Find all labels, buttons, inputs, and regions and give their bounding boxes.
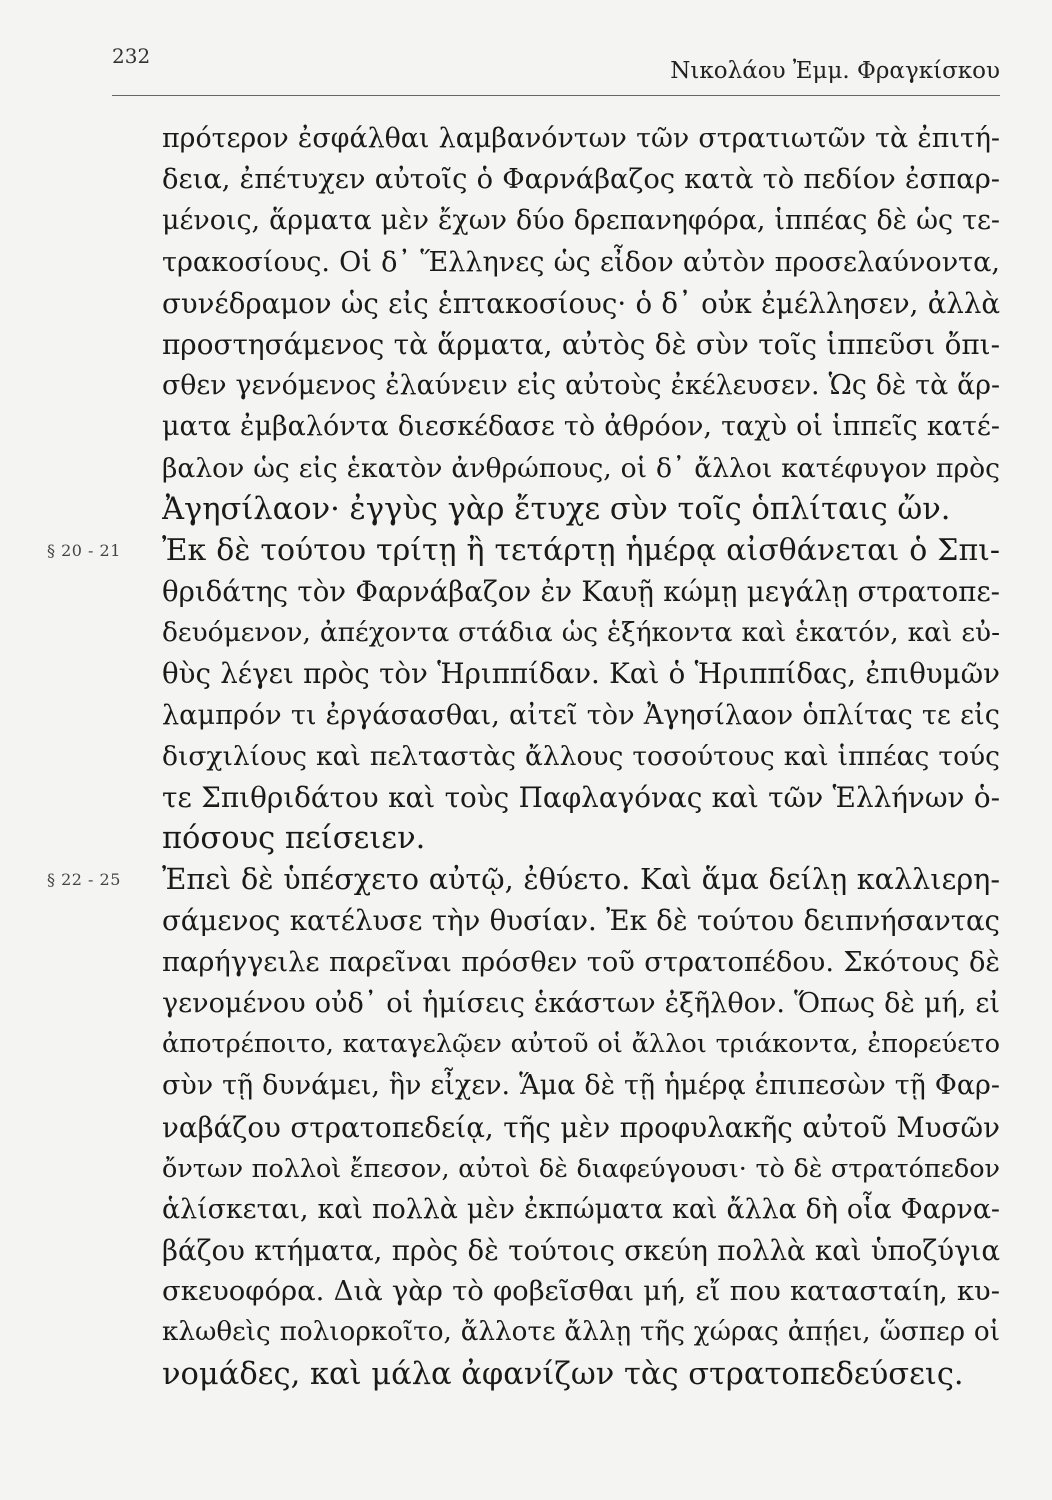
line-text: θριδάτης τὸν Φαρνάβαζον ἐν Καυῇ κώμῃ μεγάλῃ στρατοπε- — [162, 575, 1000, 609]
text-line — [47, 530, 1000, 571]
text-line — [162, 736, 1000, 777]
line-text: ναβάζου στρατοπεδείᾳ, τῆς μὲν προφυλακῆς αὐτοῦ Μυσῶν — [162, 1110, 1000, 1144]
line-text: σὺν τῇ δυνάμει, ἣν εἶχεν. Ἅμα δὲ τῇ ἡμέρᾳ ἐπιπεσὼν τῇ Φαρ- — [162, 1070, 1000, 1102]
text-line — [162, 901, 1000, 942]
text-line — [162, 200, 1000, 241]
line-text: σθεν γενόμενος ἐλαύνειν εἰς αὐτοὺς ἐκέλευσεν. Ὡς δὲ τὰ ἅρ- — [162, 370, 1000, 402]
line-text: κλωθεὶς πολιορκοῖτο, ἄλλοτε ἄλλῃ τῆς χώρας ἀπῄει, ὥσπερ οἱ — [162, 1317, 1000, 1348]
line-text: βαλον ὡς εἰς ἑκατὸν ἀνθρώπους, οἱ δ᾽ ἄλλοι κατέφυγον πρὸς — [162, 452, 1000, 484]
text-line — [162, 571, 1000, 612]
line-text: τε Σπιθριδάτου καὶ τοὺς Παφλαγόνας καὶ τῶν Ἑλλήνων ὁ- — [162, 781, 1000, 814]
text-line — [162, 448, 1000, 489]
line-text: πρότερον ἐσφάλθαι λαμβανόντων τῶν στρατιωτῶν τὰ ἐπιτή- — [162, 123, 1000, 154]
line-text: μένοις, ἅρματα μὲν ἔχων δύο δρεπανηφόρα, ἱππέας δὲ ὡς τε- — [162, 205, 1000, 237]
text-line — [162, 818, 1000, 859]
text-line — [162, 1065, 1000, 1106]
text-line — [162, 324, 1000, 365]
line-text: Ἀγησίλαον· ἐγγὺς γὰρ ἔτυχε σὺν τοῖς ὁπλίταις ὤν. — [162, 491, 951, 527]
text-line — [162, 118, 1000, 159]
line-text: λαμπρόν τι ἐργάσασθαι, αἰτεῖ τὸν Ἀγησίλαον ὁπλίτας τε εἰς — [162, 699, 1000, 731]
line-text: νομάδες, καὶ μάλα ἀφανίζων τὰς στρατοπεδεύσεις. — [162, 1356, 964, 1392]
line-text: δευόμενον, ἀπέχοντα στάδια ὡς ἑξήκοντα καὶ ἑκατόν, καὶ εὐ- — [162, 617, 1000, 649]
line-text: ἀποτρέποιτο, καταγελῷεν αὐτοῦ οἱ ἄλλοι τριάκοντα, ἐπορεύετο — [162, 1029, 1000, 1060]
text-line — [162, 1189, 1000, 1230]
line-text: ἁλίσκεται, καὶ πολλὰ μὲν ἐκπώματα καὶ ἄλλα δὴ οἷα Φαρνα- — [162, 1193, 1000, 1225]
section-marginal-note: § 20 - 21 — [47, 540, 121, 560]
text-line — [162, 365, 1000, 406]
running-head: Νικολάου Ἐμμ. Φραγκίσκου — [670, 58, 1000, 84]
text-line — [162, 1354, 1000, 1395]
line-text: προστησάμενος τὰ ἅρματα, αὐτὸς δὲ σὺν τοῖς ἱππεῦσι ὄπι- — [162, 327, 1000, 361]
line-text: δισχιλίους καὶ πελταστὰς ἄλλους τοσούτους καὶ ἱππέας τούς — [162, 740, 1000, 772]
text-line — [162, 242, 1000, 283]
text-line — [162, 612, 1000, 653]
line-text: τρακοσίους. Οἱ δ᾽ Ἕλληνες ὡς εἶδον αὐτὸν προσελαύνοντα, — [162, 246, 1000, 278]
line-text: θὺς λέγει πρὸς τὸν Ἡριππίδαν. Καὶ ὁ Ἡριππίδας, ἐπιθυμῶν — [162, 657, 1000, 691]
section-marginal-note: § 22 - 25 — [47, 870, 121, 890]
text-line — [162, 777, 1000, 818]
line-text: γενομένου οὐδ᾽ οἱ ἡμίσεις ἑκάστων ἐξῆλθον. Ὅπως δὲ μή, εἰ — [162, 987, 1000, 1019]
text-line — [162, 159, 1000, 200]
line-text: δεια, ἐπέτυχεν αὐτοῖς ὁ Φαρνάβαζος κατὰ τὸ πεδίον ἐσπαρ- — [162, 164, 1000, 196]
text-line — [162, 1148, 1000, 1189]
body-text — [47, 118, 1000, 1395]
text-line — [162, 1024, 1000, 1065]
line-text: Ἐπεὶ δὲ ὑπέσχετο αὐτῷ, ἐθύετο. Καὶ ἅμα δείλῃ καλλιερη- — [162, 862, 1000, 897]
line-text: συνέδραμον ὡς εἰς ἑπτακοσίους· ὁ δ᾽ οὐκ ἐμέλλησεν, ἀλλὰ — [162, 286, 1000, 320]
line-text: σάμενος κατέλυσε τὴν θυσίαν. Ἐκ δὲ τούτου δειπνήσαντας — [162, 904, 1000, 937]
text-line — [47, 859, 1000, 900]
line-text: ὄντων πολλοὶ ἔπεσον, αὐτοὶ δὲ διαφεύγουσι· τὸ δὲ στρατόπεδον — [162, 1152, 1000, 1183]
line-text: πόσους πείσειεν. — [162, 821, 426, 857]
text-line — [162, 489, 1000, 530]
text-line — [162, 1312, 1000, 1353]
text-line — [162, 283, 1000, 324]
text-line — [162, 942, 1000, 983]
text-line — [162, 653, 1000, 694]
text-line — [162, 1230, 1000, 1271]
text-line — [162, 1107, 1000, 1148]
line-text: ματα ἐμβαλόντα διεσκέδασε τὸ ἀθρόον, ταχὺ οἱ ἱππεῖς κατέ- — [162, 411, 1000, 443]
text-line — [162, 1271, 1000, 1312]
line-text: βάζου κτήματα, πρὸς δὲ τούτοις σκεύη πολλὰ καὶ ὑποζύγια — [162, 1234, 1000, 1268]
page-number: 232 — [112, 44, 151, 68]
text-line — [162, 695, 1000, 736]
line-text: σκευοφόρα. Διὰ γὰρ τὸ φοβεῖσθαι μή, εἴ που κατασταίη, κυ- — [162, 1276, 1000, 1308]
line-text: Ἐκ δὲ τούτου τρίτῃ ἢ τετάρτῃ ἡμέρᾳ αἰσθάνεται ὁ Σπι- — [162, 532, 1000, 568]
header-rule — [112, 95, 1000, 96]
text-line — [162, 406, 1000, 447]
text-line — [162, 983, 1000, 1024]
line-text: παρήγγειλε παρεῖναι πρόσθεν τοῦ στρατοπέδου. Σκότους δὲ — [162, 946, 1000, 978]
